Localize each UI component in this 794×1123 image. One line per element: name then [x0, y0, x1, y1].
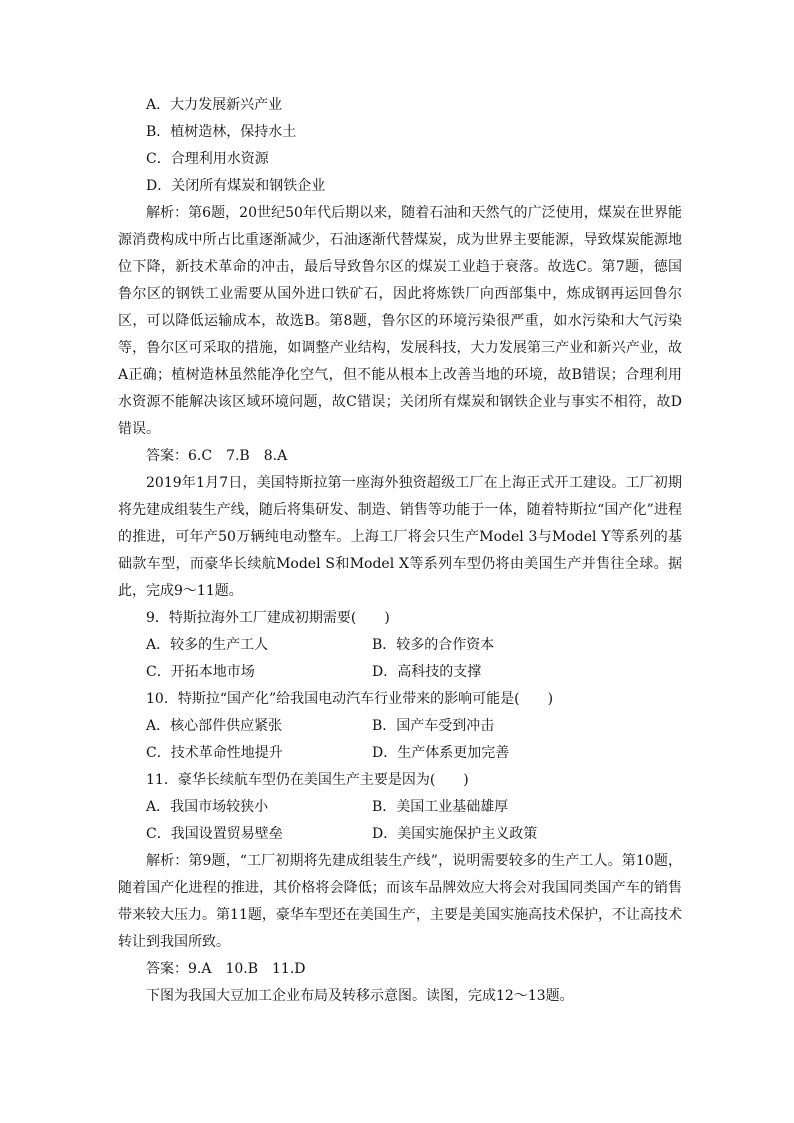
option-a: A．较多的生产工人 — [146, 637, 269, 653]
question-9-options-row2 — [118, 659, 682, 686]
option-b: B．美国工业基础雄厚 — [372, 799, 509, 815]
analysis-paragraph: 解析：第6题，20世纪50年代后期以来，随着石油和天然气的广泛使用，煤炭在世界能源消费构成中所占比重逐渐减少，石油逐渐代替煤炭，成为世界主要能源，导致煤炭能源地位下降，新技术革命的冲击，最后导致鲁尔区的煤炭工业趋于衰落。故选C。第7题，德国鲁尔区的钢铁工业需要从国外进口铁矿石，因此将炼铁厂向西部集中，炼成钢再运回鲁尔区，可以降低运输成本，故选B。第8题，鲁尔区的环境污染很严重，如水污染和大气污染等，鲁尔区可采取的措施，如调整产业结构，发展科技，大力发展第三产业和新兴产业，故A正确；植树造林虽然能净化空气，但不能从根本上改善当地的环境，故B错误；合理利用水资源不能解决该区域环境问题，故C错误；关闭所有煤炭和钢铁企业与事实不相符，故D错误。 — [118, 205, 682, 437]
question-10-stem: 10．特斯拉“国产化”给我国电动汽车行业带来的影响可能是( ) — [146, 691, 554, 707]
document-content — [118, 92, 682, 1010]
option-a: A．大力发展新兴产业 — [146, 97, 283, 113]
option-d: D．生产体系更加完善 — [372, 745, 510, 761]
answer-line: 答案：9.A 10.B 11.D — [146, 961, 306, 977]
option-a: A．核心部件供应紧张 — [146, 718, 283, 734]
question-11-options-row2 — [118, 821, 682, 848]
option-b: B．植树造林，保持水土 — [146, 124, 297, 140]
question-9-options-row1 — [118, 632, 682, 659]
option-a: A．我国市场较狭小 — [146, 799, 269, 815]
question-10-options-row2 — [118, 740, 682, 767]
option-c: C．开拓本地市场 — [146, 664, 255, 680]
question-10-options-row1 — [118, 713, 682, 740]
passage-paragraph: 2019年1月7日，美国特斯拉第一座海外独资超级工厂在上海正式开工建设。工厂初期将先建成组装生产线，随后将集研发、制造、销售等功能于一体，随着特斯拉“国产化”进程的推进，可年产50万辆纯电动整车。上海工厂将会只生产Model 3与Model Y等系列的基础款车型，而豪华长续航Model S和Model X等系列车型仍将由美国生产并售往全球。据此，完成9～11题。 — [118, 475, 682, 599]
option-b: B．国产车受到冲击 — [372, 718, 495, 734]
analysis-paragraph: 解析：第9题，“工厂初期将先建成组装生产线”，说明需要较多的生产工人。第10题，随着国产化进程的推进，其价格将会降低；而该车品牌效应大将会对我国同类国产车的销售带来较大压力。第11题，豪华车型还在美国生产，主要是美国实施高技术保护，不让高技术转让到我国所致。 — [118, 853, 682, 950]
option-d: D．美国实施保护主义政策 — [372, 826, 538, 842]
option-c: C．技术革命性地提升 — [146, 745, 283, 761]
option-c: C．我国设置贸易壁垒 — [146, 826, 283, 842]
question-intro: 下图为我国大豆加工企业布局及转移示意图。读图，完成12～13题。 — [146, 988, 574, 1004]
answer-line: 答案：6.C 7.B 8.A — [146, 448, 288, 464]
question-9-stem: 9．特斯拉海外工厂建成初期需要( ) — [146, 610, 390, 626]
question-11-stem: 11．豪华长续航车型仍在美国生产主要是因为( ) — [146, 772, 469, 788]
option-c: C．合理利用水资源 — [146, 151, 269, 167]
option-b: B．较多的合作资本 — [372, 637, 495, 653]
option-d: D．高科技的支撑 — [372, 664, 482, 680]
option-d: D．关闭所有煤炭和钢铁企业 — [146, 178, 326, 194]
question-11-options-row1 — [118, 794, 682, 821]
